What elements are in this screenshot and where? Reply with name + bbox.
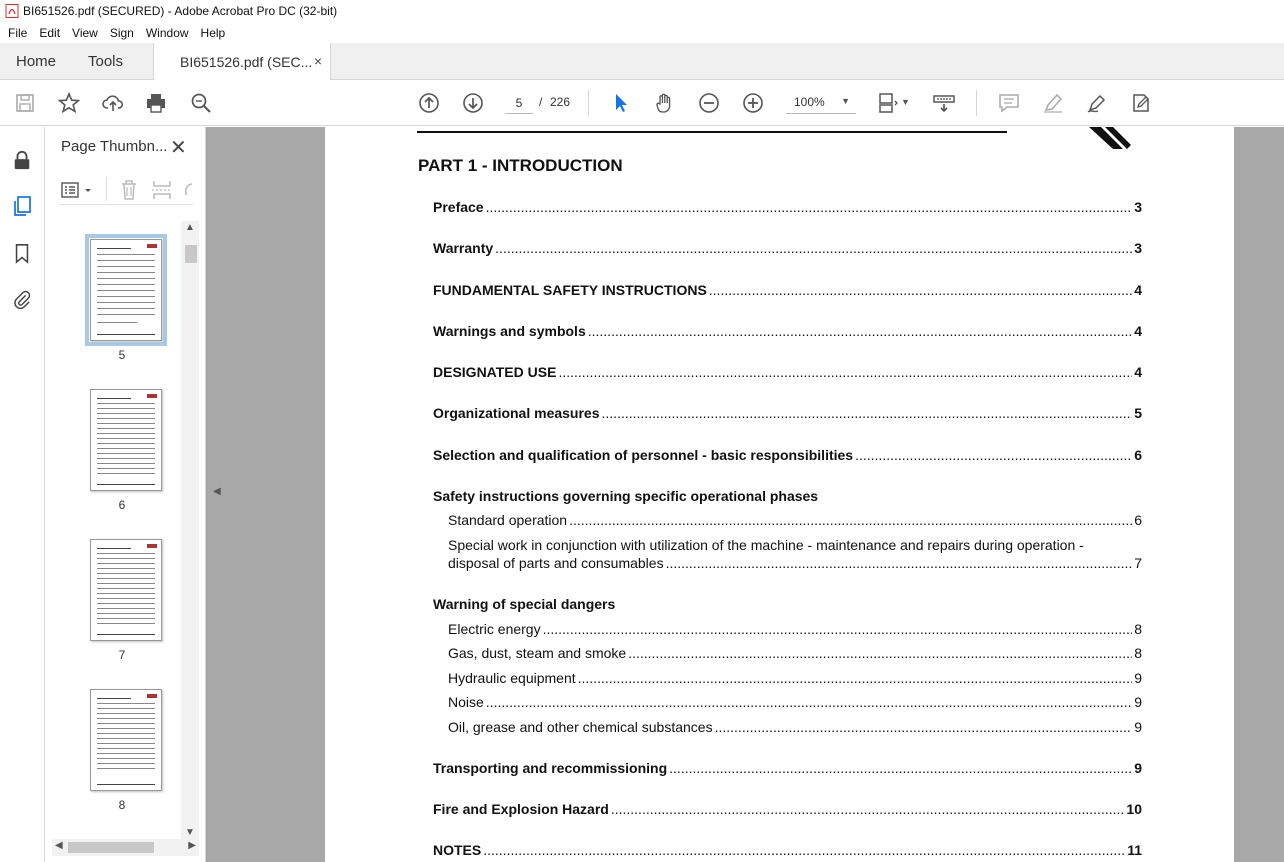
page-thumbnail-7[interactable] — [90, 539, 162, 641]
toc-entry[interactable]: Selection and qualification of personnel - basic responsibilities ..... 6 — [433, 447, 1142, 463]
page-separator: / — [539, 95, 543, 109]
lock-icon[interactable] — [11, 149, 33, 171]
toc-entry[interactable]: Hydraulic equipment ..... 9 — [448, 670, 1142, 686]
search-zoom-icon[interactable] — [189, 91, 213, 115]
fit-page-chevron-down-icon[interactable]: ▼ — [901, 97, 910, 107]
bookmark-star-icon[interactable] — [57, 91, 81, 115]
upload-cloud-icon[interactable] — [101, 91, 125, 115]
close-tab-icon[interactable]: × — [313, 53, 322, 69]
menu-edit[interactable]: Edit — [39, 25, 61, 40]
toc-section-heading[interactable]: Safety instructions governing specific operational phases — [433, 488, 819, 504]
page-thumbnail-6[interactable] — [90, 389, 162, 491]
toolbar-divider — [976, 90, 977, 116]
panel-toolbar — [59, 175, 193, 205]
zoom-select[interactable] — [786, 92, 856, 114]
zoom-chevron-down-icon: ▼ — [841, 96, 850, 106]
toc-entry[interactable]: Oil, grease and other chemical substances ..... 9 — [448, 719, 1142, 735]
scroll-left-icon[interactable]: ◀ — [55, 840, 63, 851]
scrolling-mode-icon[interactable] — [932, 91, 956, 115]
brand-logo-icon — [1087, 127, 1137, 155]
title-bar — [0, 0, 1284, 22]
page-thumbnail-8[interactable] — [90, 689, 162, 791]
menu-help[interactable]: Help — [200, 25, 226, 40]
tab-document[interactable] — [153, 43, 331, 80]
toc-entry[interactable]: disposal of parts and consumables ..... 7 — [448, 555, 1142, 571]
thumbnail-vertical-scrollbar[interactable] — [181, 221, 199, 840]
toc-entry[interactable]: DESIGNATED USE ..... 4 — [433, 364, 1142, 380]
page-thumbnails-icon[interactable] — [11, 195, 33, 217]
menu-file[interactable]: File — [8, 25, 28, 40]
scroll-down-icon[interactable]: ▼ — [185, 827, 195, 838]
scroll-right-icon[interactable]: ▶ — [188, 840, 196, 851]
thumbnail-label-5: 5 — [118, 348, 126, 362]
save-icon[interactable] — [13, 91, 37, 115]
scrollbar-grip[interactable] — [68, 842, 154, 853]
menu-window[interactable]: Window — [145, 25, 189, 40]
page-header-rule — [417, 131, 1007, 133]
toc-entry[interactable]: FUNDAMENTAL SAFETY INSTRUCTIONS ..... 4 — [433, 282, 1142, 298]
total-pages: 226 — [550, 95, 571, 109]
toc-entry[interactable]: Warranty ..... 3 — [433, 240, 1142, 256]
toc-entry[interactable]: Noise ..... 9 — [448, 694, 1142, 710]
toc-entry[interactable]: Electric energy ..... 8 — [448, 621, 1142, 637]
toc-entry[interactable]: Transporting and recommissioning ..... 9 — [433, 760, 1142, 776]
left-rail — [0, 127, 45, 862]
thumbnail-label-6: 6 — [118, 498, 126, 512]
toc-entry[interactable]: Warnings and symbols ..... 4 — [433, 323, 1142, 339]
select-cursor-icon[interactable] — [609, 91, 633, 115]
panel-title: Page Thumbn... — [61, 138, 168, 155]
collapse-panel-icon[interactable]: ◀ — [213, 486, 221, 497]
extract-page-icon[interactable] — [151, 179, 173, 204]
tab-document-label: BI651526.pdf (SEC... — [180, 53, 313, 70]
toc-entry[interactable]: Preface ..... 3 — [433, 199, 1142, 215]
pdf-page — [325, 127, 1234, 862]
thumbnail-label-7: 7 — [118, 648, 126, 662]
hand-tool-icon[interactable] — [653, 91, 677, 115]
toc-entry[interactable]: Organizational measures ..... 5 — [433, 405, 1142, 421]
page-thumbnail-5[interactable] — [90, 239, 162, 341]
thumbnail-list — [59, 223, 185, 823]
toc-entry-line1[interactable]: Special work in conjunction with utilization of the machine - maintenance and repairs during operation - — [448, 537, 1084, 553]
zoom-value: 100% — [794, 95, 825, 109]
delete-page-icon[interactable] — [119, 179, 139, 204]
thumbnail-options-icon[interactable] — [61, 179, 95, 204]
tab-bar — [0, 43, 1284, 80]
toolbar — [0, 80, 1284, 126]
menu-view[interactable]: View — [72, 25, 98, 40]
sign-pen-icon[interactable] — [1085, 91, 1109, 115]
rotate-page-icon[interactable] — [185, 179, 193, 204]
menu-sign[interactable]: Sign — [109, 25, 134, 40]
thumbnail-label-8: 8 — [118, 798, 126, 812]
toc-entry[interactable]: NOTES ..... 11 — [433, 842, 1142, 858]
print-icon[interactable] — [144, 91, 168, 115]
toc-entry[interactable]: Fire and Explosion Hazard ..... 10 — [433, 801, 1142, 817]
tab-tools[interactable]: Tools — [88, 53, 124, 70]
menu-bar — [0, 22, 1284, 43]
part-heading: PART 1 - INTRODUCTION — [418, 156, 623, 175]
zoom-out-icon[interactable] — [697, 91, 721, 115]
edit-pdf-icon[interactable] — [1129, 91, 1153, 115]
bookmarks-icon[interactable] — [11, 242, 33, 264]
tab-home[interactable]: Home — [16, 53, 57, 70]
scroll-up-icon[interactable]: ▲ — [185, 222, 195, 233]
highlight-pen-icon[interactable] — [1041, 91, 1065, 115]
page-number-input[interactable] — [505, 92, 533, 114]
window-title: BI651526.pdf (SECURED) - Adobe Acrobat Pro DC (32-bit) — [23, 4, 338, 18]
attachments-icon[interactable] — [11, 288, 33, 310]
toc-entry[interactable]: Standard operation ..... 6 — [448, 512, 1142, 528]
document-viewport[interactable] — [206, 127, 1284, 862]
scrollbar-grip[interactable] — [185, 245, 197, 263]
fit-page-icon[interactable] — [876, 91, 900, 115]
previous-page-icon[interactable] — [417, 91, 441, 115]
comment-icon[interactable] — [997, 91, 1021, 115]
next-page-icon[interactable] — [461, 91, 485, 115]
toolbar-divider — [588, 90, 589, 116]
toc-section-heading[interactable]: Warning of special dangers — [433, 596, 616, 612]
toc-entry[interactable]: Gas, dust, steam and smoke ..... 8 — [448, 645, 1142, 661]
thumbnail-horizontal-scrollbar[interactable] — [52, 839, 199, 856]
zoom-in-icon[interactable] — [741, 91, 765, 115]
close-panel-icon[interactable]: ✕ — [170, 137, 187, 159]
acrobat-app-icon — [5, 4, 19, 18]
panel-divider — [106, 177, 107, 201]
